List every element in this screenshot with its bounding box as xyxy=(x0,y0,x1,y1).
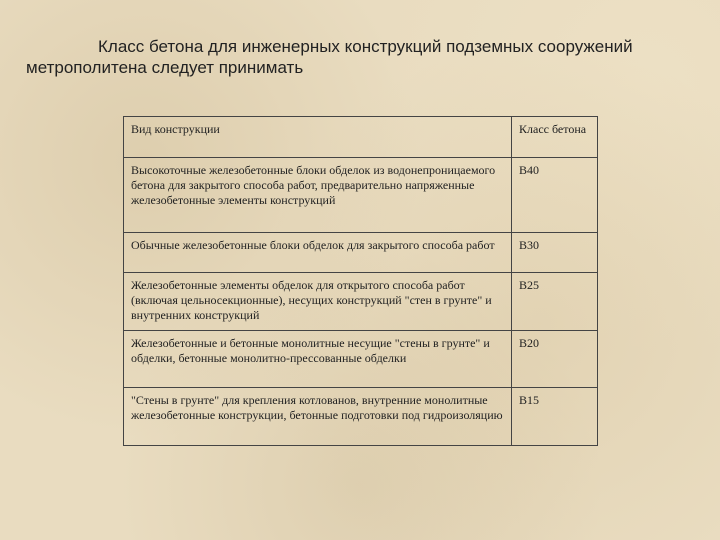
concrete-class-cell: В20 xyxy=(512,331,598,388)
table-row xyxy=(124,233,598,273)
construction-type-cell: Обычные железобетонные блоки обделок для закрытого способа работ xyxy=(124,233,512,273)
table-header-row xyxy=(124,117,598,158)
table-row xyxy=(124,273,598,331)
concrete-class-cell: В40 xyxy=(512,158,598,233)
construction-type-cell: "Стены в грунте" для крепления котлованов, внутренние монолитные железобетонные конструкции, бетонные подготовки под гидроизоляцию xyxy=(124,388,512,446)
table-row xyxy=(124,158,598,233)
page-title: Класс бетона для инженерных конструкций подземных сооружений метрополитена следует принимать xyxy=(26,37,633,77)
concrete-class-cell: В25 xyxy=(512,273,598,331)
concrete-class-table xyxy=(123,116,598,446)
concrete-class-cell: В30 xyxy=(512,233,598,273)
header-concrete-class: Класс бетона xyxy=(512,117,598,158)
table-row xyxy=(124,331,598,388)
construction-type-cell: Высокоточные железобетонные блоки обделок из водонепроницаемого бетона для закрытого способа работ, предварительно напряженные железобетонные элементы конструкций xyxy=(124,158,512,233)
construction-type-cell: Железобетонные и бетонные монолитные несущие "стены в грунте" и обделки, бетонные монолитно-прессованные обделки xyxy=(124,331,512,388)
construction-type-cell: Железобетонные элементы обделок для открытого способа работ (включая цельносекционные), несущих конструкций "стен в грунте" и внутренних конструкций xyxy=(124,273,512,331)
header-construction-type: Вид конструкции xyxy=(124,117,512,158)
concrete-class-cell: В15 xyxy=(512,388,598,446)
table-row xyxy=(124,388,598,446)
